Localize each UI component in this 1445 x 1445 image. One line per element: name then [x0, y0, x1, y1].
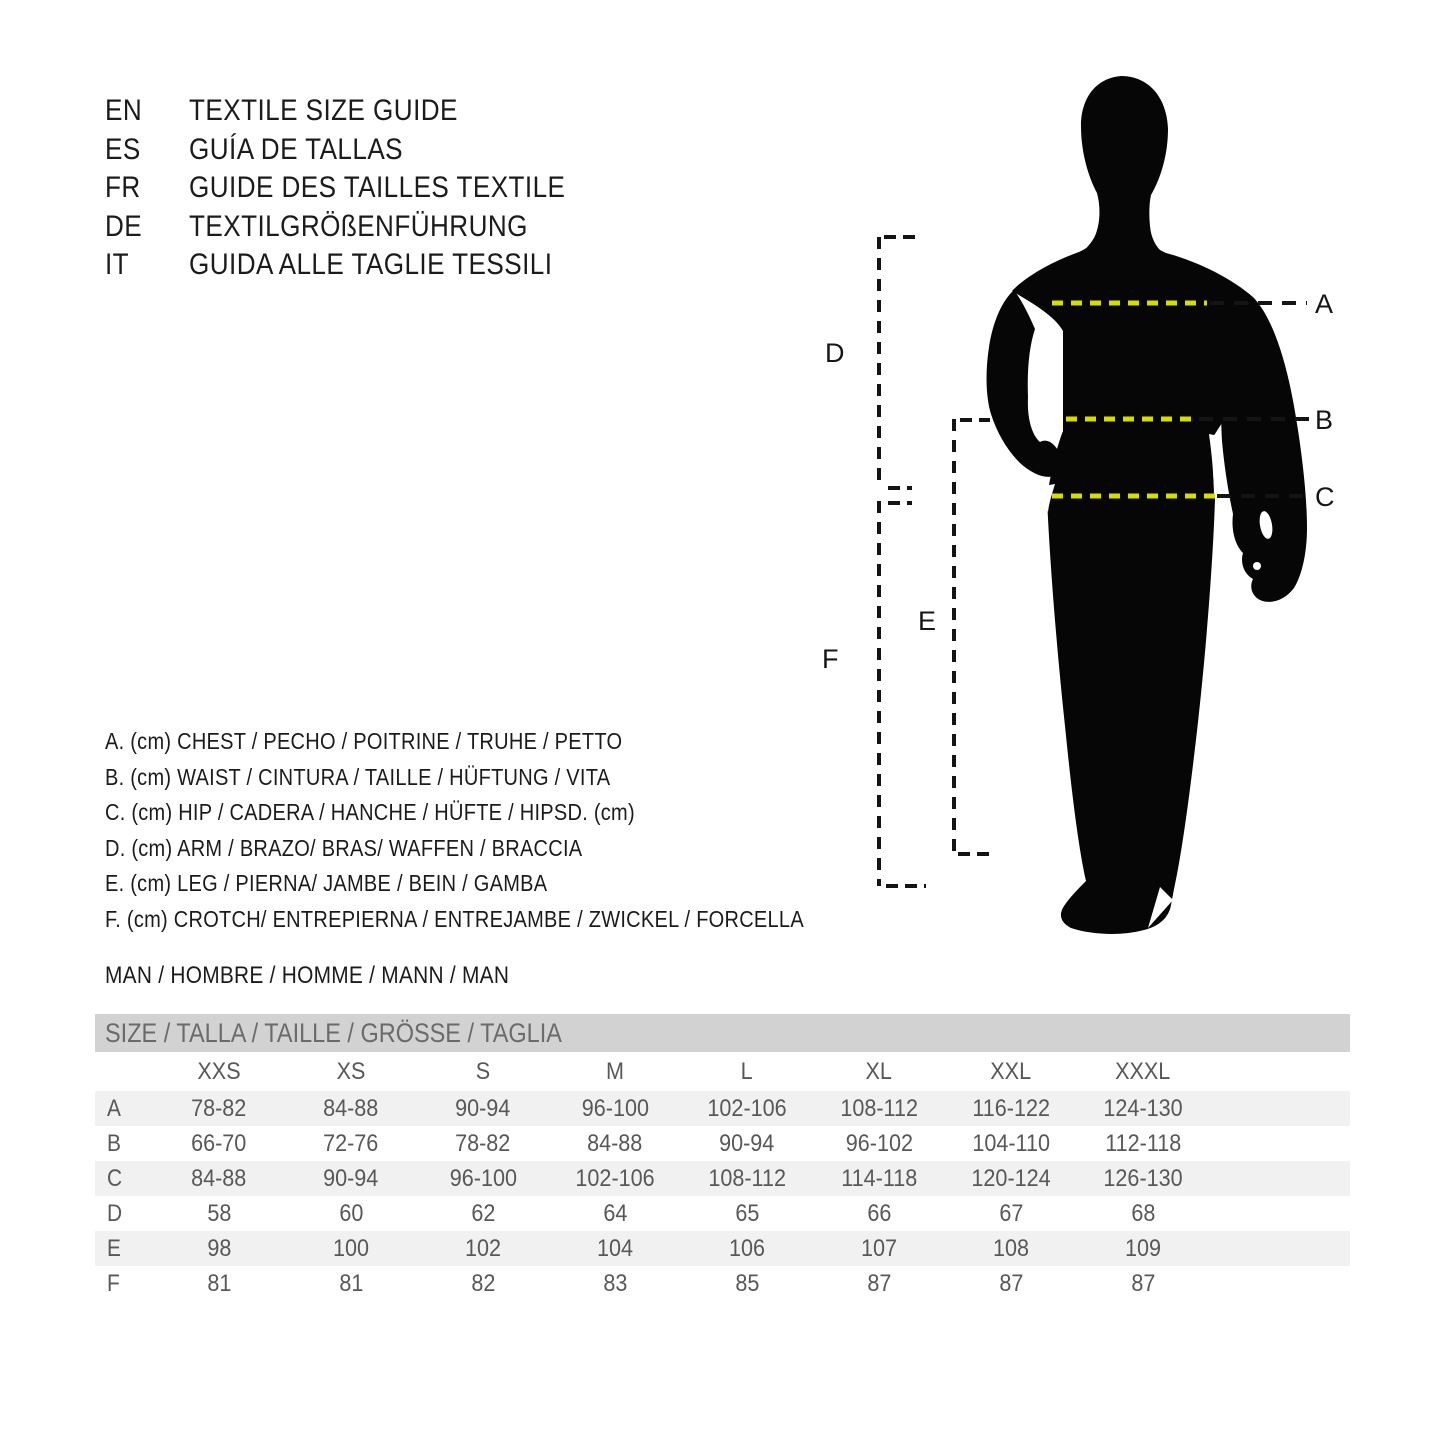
legend-row-waist: B. (cm) WAIST / CINTURA / TAILLE / HÜFTUNG / VITA	[105, 763, 611, 790]
measurement-legend	[105, 724, 908, 937]
cell-c-s: 96-100	[449, 1165, 517, 1192]
cell-f-xs: 81	[338, 1270, 364, 1297]
finger-gap-small	[1253, 562, 1261, 570]
cell-d-xl: 66	[866, 1200, 892, 1227]
silhouette-body	[1012, 238, 1254, 934]
cell-a-m: 96-100	[581, 1095, 649, 1122]
size-header-xl: XL	[865, 1058, 893, 1085]
label-b-waist: B	[1315, 405, 1334, 435]
size-header-l: L	[740, 1058, 754, 1085]
cell-e-l: 106	[728, 1235, 766, 1262]
table-row-b-waist	[95, 1126, 1350, 1161]
cell-d-m: 64	[602, 1200, 628, 1227]
cell-d-l: 65	[734, 1200, 760, 1227]
legend-row-chest: A. (cm) CHEST / PECHO / POITRINE / TRUHE / PETTO	[105, 728, 623, 754]
cell-d-xxs: 58	[206, 1200, 232, 1227]
cell-c-l: 108-112	[708, 1165, 786, 1192]
cell-b-s: 78-82	[455, 1130, 511, 1157]
cell-e-xs: 100	[332, 1235, 370, 1262]
cell-f-m: 83	[602, 1270, 628, 1297]
label-d-arm: D	[825, 338, 845, 368]
cell-a-xxxl: 124-130	[1103, 1095, 1183, 1122]
gender-heading: MAN / HOMBRE / HOMME / MANN / MAN	[105, 962, 510, 989]
cell-c-xxs: 84-88	[191, 1165, 247, 1192]
size-table	[95, 1014, 1350, 1301]
guide-title-en: TEXTILE SIZE GUIDE	[189, 94, 458, 127]
cell-c-xl: 114-118	[840, 1165, 918, 1192]
label-c-hip: C	[1315, 482, 1335, 512]
row-label: E	[107, 1235, 121, 1262]
cell-e-xxs: 98	[206, 1235, 232, 1262]
language-code: ES	[105, 132, 141, 166]
cell-f-xxl: 87	[998, 1270, 1024, 1297]
silhouette-right-arm	[1221, 298, 1307, 602]
legend-row-hip: C. (cm) HIP / CADERA / HANCHE / HÜFTE / HIPSD. (cm)	[105, 799, 635, 825]
guide-title-es: GUÍA DE TALLAS	[189, 132, 404, 166]
cell-a-xs: 84-88	[323, 1095, 379, 1122]
table-row-d-arm	[95, 1196, 1350, 1231]
cell-f-l: 85	[734, 1270, 760, 1297]
size-header-xxs: XXS	[197, 1058, 241, 1085]
cell-e-xxl: 108	[992, 1235, 1030, 1262]
row-label: F	[107, 1270, 120, 1297]
size-table-title-bar	[95, 1014, 1350, 1052]
cell-f-xxxl: 87	[1130, 1270, 1156, 1297]
label-f-crotch: F	[822, 644, 839, 674]
size-header-xxxl: XXXL	[1115, 1058, 1171, 1085]
size-table-title: SIZE / TALLA / TAILLE / GRÖSSE / TAGLIA	[105, 1018, 562, 1048]
table-row-a-chest	[95, 1091, 1350, 1126]
cell-a-xxl: 116-122	[972, 1095, 1050, 1122]
cell-d-s: 62	[470, 1200, 496, 1227]
cell-b-xxl: 104-110	[972, 1130, 1050, 1157]
cell-e-xl: 107	[860, 1235, 898, 1262]
guide-title-de: TEXTILGRÖßENFÜHRUNG	[189, 209, 528, 243]
table-row-e-leg	[95, 1231, 1350, 1266]
table-row-f-crotch	[95, 1266, 1350, 1301]
cell-b-xxs: 66-70	[191, 1130, 247, 1157]
cell-b-l: 90-94	[719, 1130, 775, 1157]
size-header-row	[95, 1052, 1350, 1091]
cell-f-s: 82	[470, 1270, 496, 1297]
size-header-s: S	[475, 1058, 491, 1085]
silhouette-left-arm	[987, 290, 1062, 477]
row-label: B	[107, 1130, 121, 1157]
cell-c-xxl: 120-124	[971, 1165, 1051, 1192]
label-e-leg: E	[918, 606, 937, 636]
cell-f-xxs: 81	[206, 1270, 232, 1297]
row-label: D	[107, 1200, 123, 1227]
label-a-chest: A	[1315, 289, 1334, 319]
cell-c-xs: 90-94	[323, 1165, 379, 1192]
language-code: EN	[105, 94, 143, 127]
cell-c-m: 102-106	[575, 1165, 655, 1192]
cell-a-xl: 108-112	[840, 1095, 918, 1122]
cell-d-xxxl: 68	[1130, 1200, 1156, 1227]
language-code: DE	[105, 209, 143, 243]
cell-d-xxl: 67	[998, 1200, 1024, 1227]
cell-b-xl: 96-102	[845, 1130, 913, 1157]
cell-b-xs: 72-76	[323, 1130, 379, 1157]
row-label: A	[107, 1095, 121, 1122]
size-header-m: M	[606, 1058, 624, 1085]
cell-e-xxxl: 109	[1124, 1235, 1162, 1262]
language-code: IT	[105, 248, 130, 281]
row-label: C	[107, 1165, 123, 1192]
guide-title-it: GUIDA ALLE TAGLIE TESSILI	[189, 248, 553, 281]
legend-row-arm: D. (cm) ARM / BRAZO/ BRAS/ WAFFEN / BRACCIA	[105, 834, 583, 861]
cell-e-m: 104	[596, 1235, 634, 1262]
cell-f-xl: 87	[866, 1270, 892, 1297]
cell-c-xxxl: 126-130	[1103, 1165, 1183, 1192]
size-header-xxl: XXL	[990, 1058, 1032, 1085]
cell-e-s: 102	[464, 1235, 502, 1262]
language-code: FR	[105, 171, 141, 204]
cell-a-xxs: 78-82	[191, 1095, 247, 1122]
legend-row-crotch: F. (cm) CROTCH/ ENTREPIERNA / ENTREJAMBE / ZWICKEL / FORCELLA	[105, 905, 804, 932]
size-header-xs: XS	[336, 1058, 366, 1085]
cell-b-m: 84-88	[587, 1130, 643, 1157]
cell-b-xxxl: 112-118	[1104, 1130, 1182, 1157]
cell-d-xs: 60	[338, 1200, 364, 1227]
cell-a-l: 102-106	[707, 1095, 787, 1122]
guide-title-fr: GUIDE DES TAILLES TEXTILE	[189, 171, 566, 204]
legend-row-leg: E. (cm) LEG / PIERNA/ JAMBE / BEIN / GAMBA	[105, 870, 548, 896]
cell-a-s: 90-94	[455, 1095, 511, 1122]
silhouette-head	[1081, 76, 1168, 261]
table-row-c-hip	[95, 1161, 1350, 1196]
